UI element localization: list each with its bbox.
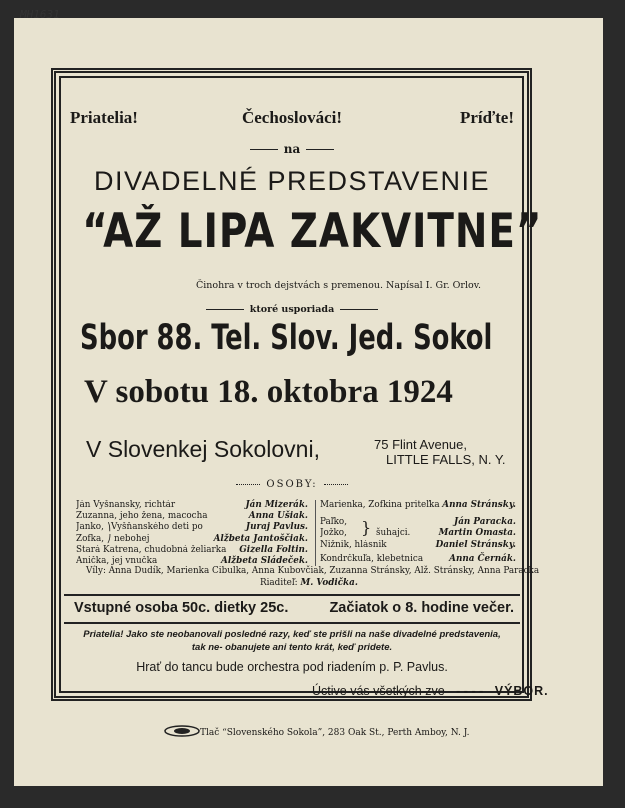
cast-heading-text: OSOBY: [266, 479, 318, 490]
cast-row [320, 540, 516, 551]
start-time: Začiatok o 8. hodine večer. [329, 600, 514, 616]
actor: Alžbeta Jantoščiak. [213, 533, 308, 544]
rule-bottom [64, 622, 520, 624]
cast-row [320, 554, 516, 565]
address-line1: 75 Flint Avenue, [374, 437, 467, 452]
event-type: DIVADELNÉ PREDSTAVENIE [93, 166, 491, 196]
organized-by [64, 304, 520, 315]
printer-credit: Tlač “Slovenského Sokola”, 283 Oak St., Perth Amboy, N. J. [200, 728, 470, 738]
role: Zuzanna, jeho žena, macocha [76, 511, 208, 522]
cast-row [320, 500, 516, 511]
role: Jožko, [320, 528, 347, 539]
role: Žofka, ⎠ nebohej [76, 533, 150, 544]
actor: Ján Paracka. [454, 517, 516, 528]
actor: Juraj Pavlus. [245, 522, 308, 533]
invite-text: Úctive vás všetkých zve [312, 684, 445, 698]
na-line [64, 142, 520, 156]
role: Paľko, [320, 517, 348, 528]
role: Ján Vyšnansky, richtár [76, 500, 176, 510]
director-name: M. Vodička. [300, 578, 358, 588]
note-text: Priatelia! Jako ste neobanovali posledné razy, keď ste prišli na naše divadelné predstavenia, tak ne- obanujete ani tento krát, keď pridete. [83, 629, 501, 653]
greeting-middle: Čechoslováci! [241, 108, 343, 127]
poster-content [64, 78, 549, 698]
actor: Daniel Stránsky. [435, 539, 516, 550]
address-line2: LITTLE FALLS, N. Y. [386, 452, 506, 467]
actor: Martin Omasta. [438, 528, 516, 539]
cast-row [320, 528, 516, 539]
cast-row [76, 500, 308, 511]
director-line [260, 578, 358, 589]
archive-number: MH1631 [20, 8, 60, 21]
cast-left [76, 500, 308, 567]
printer-ornament-icon [164, 724, 200, 738]
event-date: V sobotu 18. oktobra 1924 [84, 374, 453, 410]
actor: Gizella Foltin. [239, 544, 308, 555]
role: Kondrčkuľa, klebetnica [320, 553, 424, 564]
actor: Anna Stránsky. [442, 500, 516, 510]
organized-by-text: ktoré usporiada [249, 304, 335, 315]
cast-row [76, 522, 308, 533]
venue-name: V Slovenkej Sokolovni, [86, 436, 320, 462]
actor: Anna Černák. [449, 553, 516, 564]
music-line: Hrať do tancu bude orchestra pod riadením p. P. Pavlus. [136, 660, 448, 674]
actor: Anna Ušiak. [248, 511, 308, 522]
cast-right [320, 500, 516, 565]
play-title: “AŽ LIPA ZAKVITNE” [82, 204, 543, 259]
rule-top [64, 594, 520, 596]
invite-line [312, 684, 549, 698]
cast-divider [315, 500, 316, 566]
role: Stará Katrena, chudobná želiarka [76, 544, 227, 555]
villagers: Víly: Anna Dudík, Marienka Cibulka, Anna Kubovčiak, Zuzanna Stránsky, Alž. Stránsky, Anna Paracka [86, 566, 540, 576]
organizer: Sbor 88. Tel. Slov. Jed. Sokol [80, 318, 493, 358]
admission-price: Vstupné osoba 50c. dietky 25c. [74, 600, 289, 616]
greeting-right: Príďte! [460, 108, 514, 127]
role: Marienka, Žofkina priteľka [320, 500, 440, 510]
cast-row [76, 534, 308, 545]
na-text: na [283, 142, 301, 156]
cast-row [320, 517, 516, 528]
play-subtitle: Činohra v troch dejstvách s premenou. Napísal I. Gr. Orlov. [196, 280, 481, 291]
role: Anička, jej vnučka [76, 556, 158, 567]
cast-group-label: šuhajci. [376, 528, 411, 538]
greeting-left: Priatelia! [70, 108, 138, 127]
invite-dashes: - - - - [456, 684, 484, 698]
cast-row [76, 511, 308, 522]
role: Janko, ⎞Vyšňanského deti po [76, 522, 203, 533]
cast-row [76, 545, 308, 556]
committee: VÝBOR. [494, 684, 549, 698]
director-label: Riaditeľ: [260, 578, 298, 588]
actor: Alžbeta Sládeček. [221, 556, 308, 567]
actor: Ján Mizerák. [245, 500, 308, 510]
role: Nižnik, hlásnik [320, 539, 387, 550]
brace-icon: } [361, 518, 372, 537]
cast-heading [64, 479, 520, 490]
